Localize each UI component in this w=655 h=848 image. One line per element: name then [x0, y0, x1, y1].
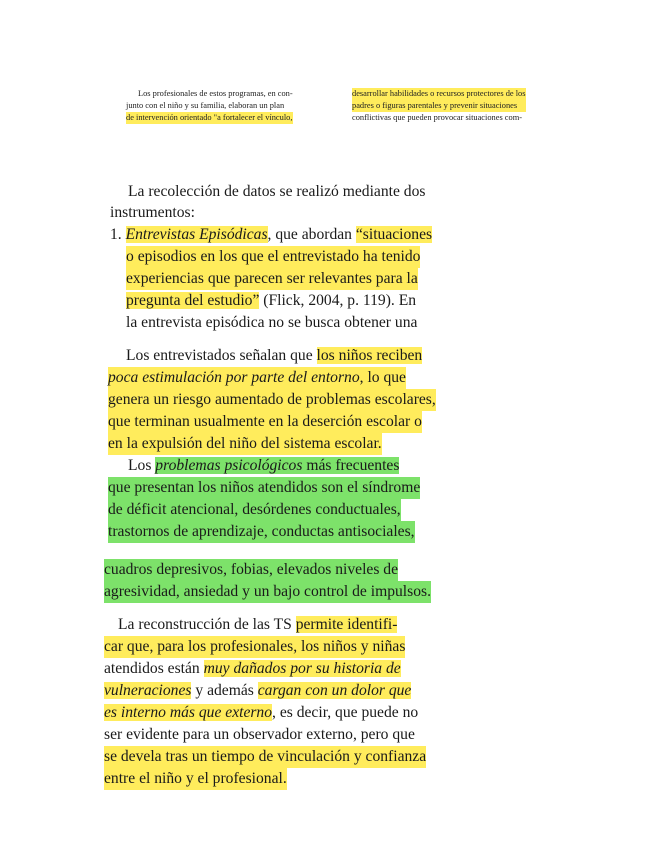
- text-line: que terminan usualmente en la deserción escolar o: [108, 411, 422, 433]
- text-line: 1. Entrevistas Episódicas, que abordan “situaciones: [110, 226, 433, 243]
- snippet-right-line: padres o figuras parentales y prevenir situaciones: [352, 100, 526, 112]
- text-line: car que, para los profesionales, los niños y niñas: [104, 636, 405, 658]
- text-line: trastornos de aprendizaje, conductas antisociales,: [108, 521, 415, 543]
- text-line: que presentan los niños atendidos son el síndrome: [108, 477, 420, 499]
- text-line: La reconstrucción de las TS permite identifi-: [118, 616, 398, 633]
- text-line: o episodios en los que el entrevistado ha tenido: [126, 246, 420, 268]
- snippet-left-line: de intervención orientado "a fortalecer el vínculo,: [126, 113, 293, 122]
- text-line: Los entrevistados señalan que los niños reciben: [126, 347, 423, 364]
- text-line: en la expulsión del niño del sistema escolar.: [108, 433, 382, 455]
- text-line: ser evidente para un observador externo, pero que: [104, 726, 415, 743]
- snippet-left-line: junto con el niño y su familia, elaboran un plan: [126, 101, 285, 110]
- snippet-right-line: conflictivas que pueden provocar situaciones com-: [352, 113, 522, 122]
- text-line: La recolección de datos se realizó mediante dos: [128, 183, 426, 200]
- text-line: poca estimulación por parte del entorno, lo que: [108, 367, 406, 389]
- text-line: pregunta del estudio” (Flick, 2004, p. 119). En: [126, 292, 417, 309]
- text-line: genera un riesgo aumentado de problemas escolares,: [108, 389, 436, 411]
- text-line: atendidos están muy dañados por su historia de: [104, 660, 401, 677]
- snippet-left: [126, 88, 293, 124]
- text-line: experiencias que parecen ser relevantes para la: [126, 268, 418, 290]
- text-line: vulneraciones y además cargan con un dolor que: [104, 682, 412, 699]
- text-line: de déficit atencional, desórdenes conductuales,: [108, 499, 401, 521]
- text-line: instrumentos:: [110, 204, 195, 221]
- text-line: agresividad, ansiedad y un bajo control de impulsos.: [104, 581, 431, 603]
- snippet-left-line: Los profesionales de estos programas, en con-: [138, 89, 293, 98]
- text-line: la entrevista episódica no se busca obtener una: [126, 314, 418, 331]
- snippet-right: [352, 88, 526, 124]
- text-line: es interno más que externo, es decir, que puede no: [104, 704, 419, 721]
- text-line: cuadros depresivos, fobias, elevados niveles de: [104, 559, 398, 581]
- text-line: Los problemas psicológicos más frecuentes: [128, 457, 400, 474]
- text-line: se devela tras un tiempo de vinculación y confianza: [104, 746, 426, 768]
- snippet-right-line: desarrollar habilidades o recursos protectores de los: [352, 89, 526, 98]
- text-line: entre el niño y el profesional.: [104, 768, 287, 790]
